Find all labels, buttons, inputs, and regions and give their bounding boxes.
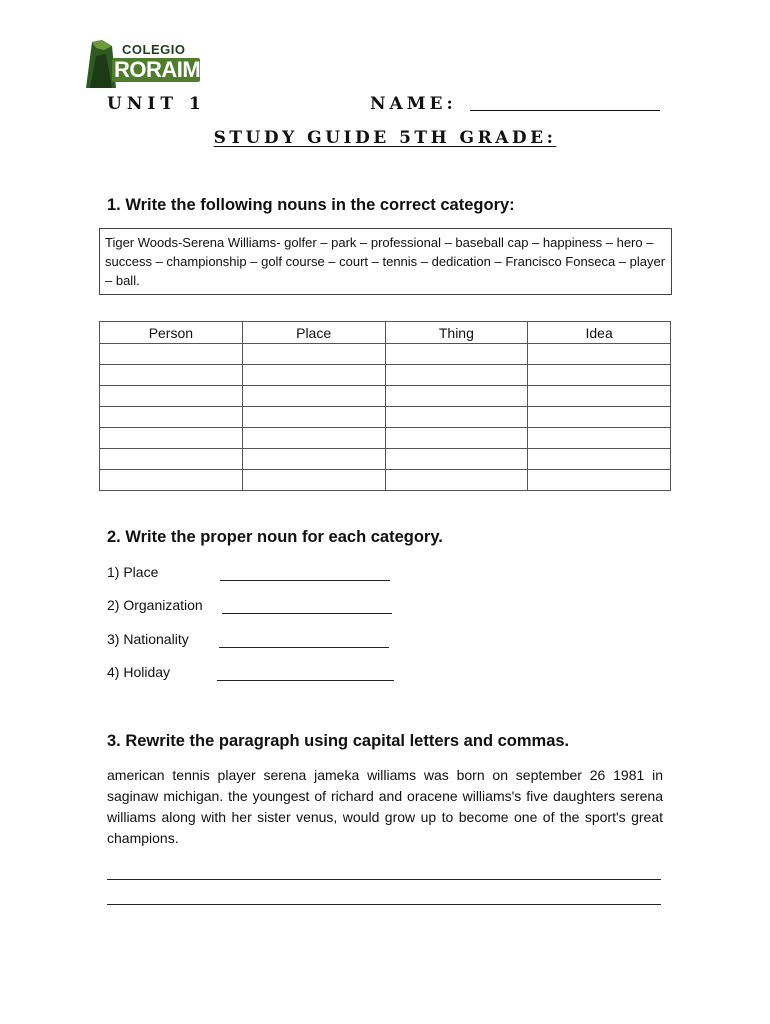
logo-text-roraima: RORAIMA <box>114 57 216 82</box>
rewrite-answer-line[interactable] <box>107 879 661 880</box>
column-header-thing: Thing <box>385 322 528 344</box>
table-cell[interactable] <box>242 470 385 491</box>
table-cell[interactable] <box>528 365 671 386</box>
word-bank: Tiger Woods-Serena Williams- golfer – park – professional – baseball cap – happiness – hero – success – championship – golf course – court – tennis – dedication – Francisco Fonseca – player – ball. <box>99 228 672 295</box>
table-cell[interactable] <box>242 428 385 449</box>
table-cell[interactable] <box>385 344 528 365</box>
proper-noun-label-holiday: 4) Holiday <box>107 664 171 680</box>
column-header-place: Place <box>242 322 385 344</box>
table-row <box>100 386 671 407</box>
table-row <box>100 449 671 470</box>
school-logo <box>82 36 216 88</box>
noun-category-table <box>99 321 671 491</box>
name-label: NAME: <box>370 94 457 114</box>
table-cell[interactable] <box>100 470 243 491</box>
table-cell[interactable] <box>100 344 243 365</box>
proper-noun-answer-line[interactable] <box>217 666 394 681</box>
table-cell[interactable] <box>242 344 385 365</box>
table-cell[interactable] <box>242 386 385 407</box>
column-header-person: Person <box>100 322 243 344</box>
logo-text-colegio: COLEGIO <box>122 42 186 57</box>
page-title <box>0 128 770 148</box>
table-cell[interactable] <box>385 449 528 470</box>
rewrite-paragraph: american tennis player serena jameka williams was born on september 26 1981 in saginaw michigan. the youngest of richard and oracene williams's five daughters serena williams along with her sister venus, would grow up to become one of the sport's great champions. <box>107 767 663 846</box>
table-cell[interactable] <box>528 407 671 428</box>
table-cell[interactable] <box>100 428 243 449</box>
proper-noun-label-organization: 2) Organization <box>107 597 203 613</box>
table-row <box>100 344 671 365</box>
proper-noun-answer-line[interactable] <box>220 566 390 581</box>
column-header-idea: Idea <box>528 322 671 344</box>
table-cell[interactable] <box>528 470 671 491</box>
table-cell[interactable] <box>385 407 528 428</box>
table-row <box>100 407 671 428</box>
proper-noun-label-place: 1) Place <box>107 564 159 580</box>
proper-noun-answer-line[interactable] <box>222 599 392 614</box>
table-row <box>100 470 671 491</box>
rewrite-answer-line[interactable] <box>107 904 661 905</box>
page-title-text: STUDY GUIDE 5TH GRADE: <box>213 128 557 148</box>
table-cell[interactable] <box>528 449 671 470</box>
table-cell[interactable] <box>385 470 528 491</box>
table-cell[interactable] <box>242 365 385 386</box>
table-cell[interactable] <box>242 407 385 428</box>
table-header-row <box>100 322 671 344</box>
table-cell[interactable] <box>100 365 243 386</box>
table-cell[interactable] <box>100 407 243 428</box>
table-cell[interactable] <box>100 449 243 470</box>
unit-label: UNIT 1 <box>107 94 206 114</box>
name-field-line[interactable] <box>470 96 660 111</box>
table-cell[interactable] <box>100 386 243 407</box>
proper-noun-label-nationality: 3) Nationality <box>107 631 189 647</box>
table-cell[interactable] <box>242 449 385 470</box>
table-row <box>100 428 671 449</box>
table-cell[interactable] <box>385 365 528 386</box>
section3-title: 3. Rewrite the paragraph using capital letters and commas. <box>107 732 570 750</box>
table-cell[interactable] <box>385 428 528 449</box>
table-cell[interactable] <box>528 344 671 365</box>
table-cell[interactable] <box>528 386 671 407</box>
table-cell[interactable] <box>385 386 528 407</box>
section2-title: 2. Write the proper noun for each category. <box>107 528 443 546</box>
section1-title: 1. Write the following nouns in the correct category: <box>107 196 515 214</box>
table-cell[interactable] <box>528 428 671 449</box>
proper-noun-answer-line[interactable] <box>219 633 389 648</box>
table-row <box>100 365 671 386</box>
